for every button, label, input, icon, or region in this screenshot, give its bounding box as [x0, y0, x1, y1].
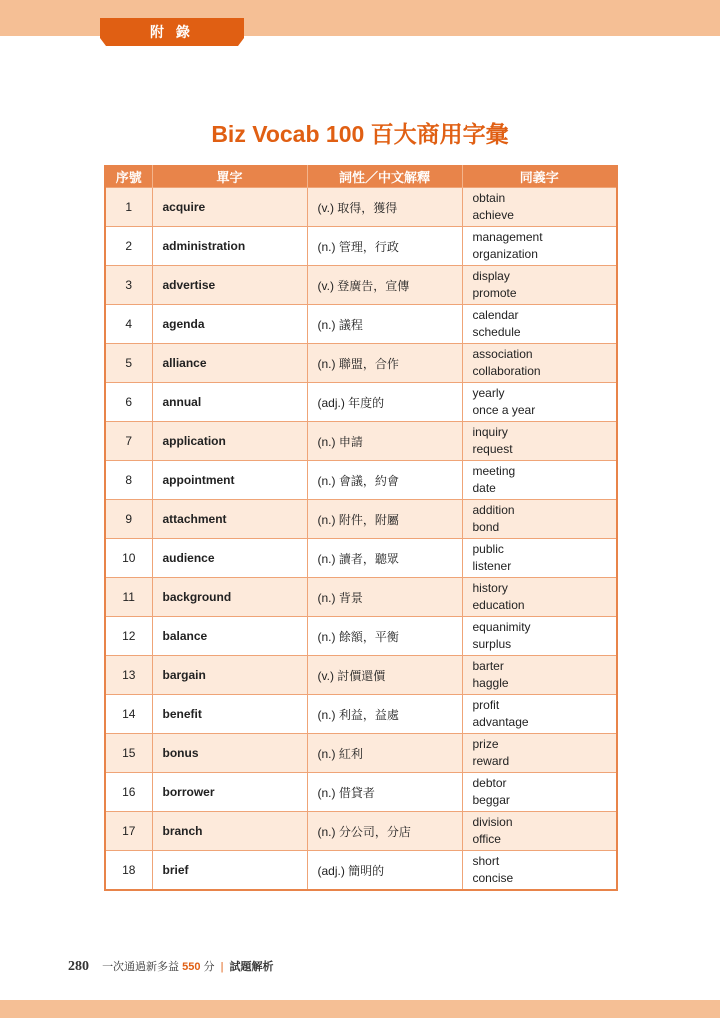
synonym-1: inquiry [472, 425, 508, 439]
synonym-1: short [472, 854, 500, 868]
synonym-2: once a year [472, 403, 536, 417]
row-synonyms [462, 617, 617, 656]
table-row [105, 305, 617, 344]
bottom-band [0, 1000, 720, 1018]
table-row [105, 500, 617, 539]
footer [68, 958, 274, 976]
synonym-2: bond [472, 520, 500, 534]
row-meaning: (n.) 會議，約會 [307, 461, 462, 500]
row-meaning: (n.) 分公司，分店 [307, 812, 462, 851]
row-synonyms [462, 227, 617, 266]
row-word: advertise [152, 266, 307, 305]
synonym-2: office [472, 832, 501, 846]
row-word: bonus [152, 734, 307, 773]
synonym-2: request [472, 442, 513, 456]
row-word: bargain [152, 656, 307, 695]
row-meaning: (n.) 讀者，聽眾 [307, 539, 462, 578]
row-word: administration [152, 227, 307, 266]
synonym-2: collaboration [472, 364, 541, 378]
row-word: background [152, 578, 307, 617]
table-row [105, 617, 617, 656]
synonym-1: history [472, 581, 508, 595]
synonym-1: calendar [472, 308, 519, 322]
table-row [105, 734, 617, 773]
page-title: Biz Vocab 100 百大商用字彙 [211, 121, 509, 147]
row-synonyms [462, 305, 617, 344]
row-meaning: (v.) 討價還價 [307, 656, 462, 695]
row-synonyms [462, 422, 617, 461]
synonym-1: display [472, 269, 510, 283]
row-word: branch [152, 812, 307, 851]
synonym-1: obtain [472, 191, 506, 205]
synonym-2: education [472, 598, 525, 612]
row-number: 9 [105, 500, 152, 539]
row-meaning: (n.) 議程 [307, 305, 462, 344]
synonym-2: schedule [472, 325, 521, 339]
header-number: 序號 [105, 165, 152, 188]
synonym-1: management [472, 230, 543, 244]
table-row [105, 227, 617, 266]
row-meaning: (n.) 餘額，平衡 [307, 617, 462, 656]
row-synonyms [462, 695, 617, 734]
vocab-table [104, 165, 618, 891]
row-meaning: (n.) 借貸者 [307, 773, 462, 812]
row-synonyms [462, 773, 617, 812]
row-word: acquire [152, 188, 307, 227]
vocab-table-body [105, 188, 617, 891]
row-number: 3 [105, 266, 152, 305]
row-number: 17 [105, 812, 152, 851]
synonym-2: date [472, 481, 496, 495]
row-number: 10 [105, 539, 152, 578]
row-word: attachment [152, 500, 307, 539]
synonym-2: surplus [472, 637, 512, 651]
synonym-2: promote [472, 286, 517, 300]
synonym-2: concise [472, 871, 514, 885]
synonym-2: beggar [472, 793, 510, 807]
row-word: audience [152, 539, 307, 578]
synonym-2: reward [472, 754, 510, 768]
row-number: 18 [105, 851, 152, 891]
table-row [105, 539, 617, 578]
row-synonyms [462, 734, 617, 773]
page-number: 280 [68, 959, 89, 974]
book-title-prefix: 一次通過新多益 [102, 961, 180, 973]
row-synonyms [462, 851, 617, 891]
synonym-2: organization [472, 247, 538, 261]
row-synonyms [462, 383, 617, 422]
table-row [105, 656, 617, 695]
row-meaning: (n.) 管理，行政 [307, 227, 462, 266]
row-word: borrower [152, 773, 307, 812]
table-row [105, 461, 617, 500]
row-number: 14 [105, 695, 152, 734]
synonym-2: advantage [472, 715, 529, 729]
synonym-2: haggle [472, 676, 509, 690]
synonym-2: listener [472, 559, 512, 573]
row-synonyms [462, 188, 617, 227]
footer-separator: | [220, 961, 224, 973]
table-row [105, 266, 617, 305]
row-number: 5 [105, 344, 152, 383]
synonym-1: yearly [472, 386, 505, 400]
row-meaning: (n.) 紅利 [307, 734, 462, 773]
row-synonyms [462, 266, 617, 305]
table-row [105, 812, 617, 851]
row-synonyms [462, 812, 617, 851]
row-synonyms [462, 461, 617, 500]
row-number: 15 [105, 734, 152, 773]
row-word: benefit [152, 695, 307, 734]
synonym-1: prize [472, 737, 499, 751]
appendix-tab [98, 18, 246, 46]
row-number: 7 [105, 422, 152, 461]
table-row [105, 773, 617, 812]
synonym-1: meeting [472, 464, 516, 478]
row-meaning: (n.) 背景 [307, 578, 462, 617]
row-synonyms [462, 344, 617, 383]
row-number: 1 [105, 188, 152, 227]
row-meaning: (n.) 聯盟，合作 [307, 344, 462, 383]
book-title-score: 550 [182, 961, 201, 973]
synonym-2: achieve [472, 208, 514, 222]
synonym-1: division [472, 815, 513, 829]
row-number: 6 [105, 383, 152, 422]
row-word: agenda [152, 305, 307, 344]
row-word: brief [152, 851, 307, 891]
row-number: 16 [105, 773, 152, 812]
table-row [105, 344, 617, 383]
synonym-1: addition [472, 503, 515, 517]
row-word: alliance [152, 344, 307, 383]
row-meaning: (v.) 取得，獲得 [307, 188, 462, 227]
synonym-1: debtor [472, 776, 507, 790]
row-synonyms [462, 500, 617, 539]
book-title-unit: 分 [203, 961, 215, 973]
table-row [105, 383, 617, 422]
book-title-section: 試題解析 [229, 961, 274, 973]
row-meaning: (v.) 登廣告，宣傳 [307, 266, 462, 305]
table-row [105, 851, 617, 891]
row-meaning: (adj.) 年度的 [307, 383, 462, 422]
header-meaning: 詞性／中文解釋 [307, 165, 462, 188]
row-synonyms [462, 578, 617, 617]
table-row [105, 695, 617, 734]
row-number: 12 [105, 617, 152, 656]
row-synonyms [462, 539, 617, 578]
row-meaning: (n.) 申請 [307, 422, 462, 461]
table-row [105, 578, 617, 617]
row-meaning: (n.) 附件，附屬 [307, 500, 462, 539]
row-word: balance [152, 617, 307, 656]
row-number: 8 [105, 461, 152, 500]
row-word: annual [152, 383, 307, 422]
row-meaning: (n.) 利益，益處 [307, 695, 462, 734]
appendix-tab-label: 附 錄 [150, 24, 194, 40]
synonym-1: barter [472, 659, 504, 673]
header-synonyms: 同義字 [462, 165, 617, 188]
table-header-row [105, 165, 617, 188]
row-word: application [152, 422, 307, 461]
row-word: appointment [152, 461, 307, 500]
row-number: 4 [105, 305, 152, 344]
synonym-1: public [472, 542, 504, 556]
synonym-1: equanimity [472, 620, 531, 634]
row-number: 13 [105, 656, 152, 695]
table-row [105, 422, 617, 461]
synonym-1: association [472, 347, 533, 361]
header-word: 單字 [152, 165, 307, 188]
row-meaning: (adj.) 簡明的 [307, 851, 462, 891]
row-number: 11 [105, 578, 152, 617]
synonym-1: profit [472, 698, 500, 712]
row-number: 2 [105, 227, 152, 266]
table-row [105, 188, 617, 227]
row-synonyms [462, 656, 617, 695]
